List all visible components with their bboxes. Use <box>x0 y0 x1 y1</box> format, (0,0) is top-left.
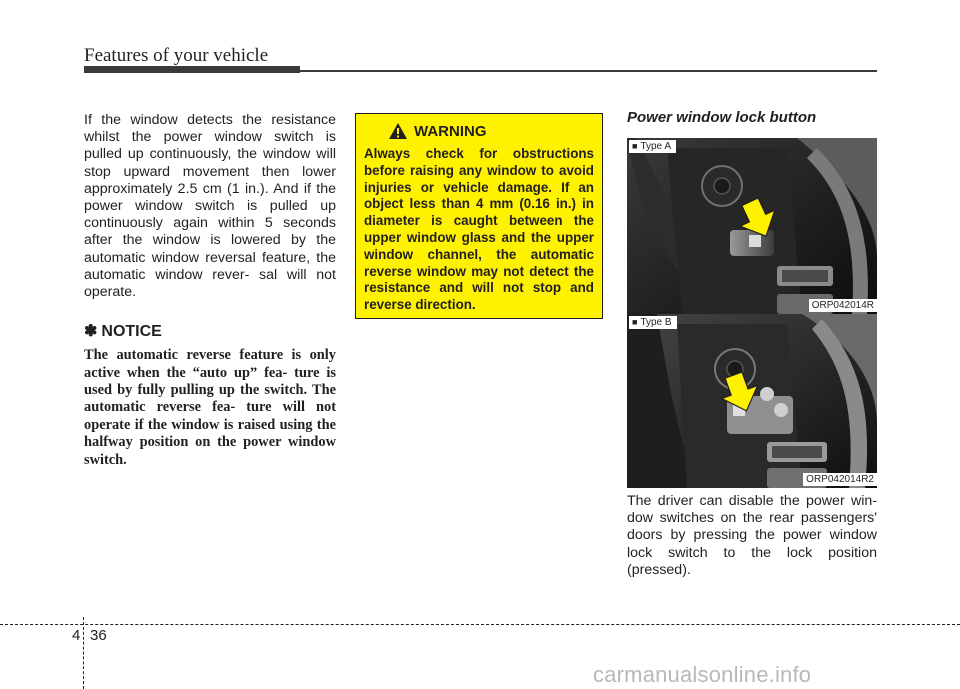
body-paragraph: If the window detects the resistance whilst the power window switch is pulled up continuously, the window will stop upward movement then lower approximately 2.5 cm (1 in.). And if the power window switch is pulled up continuously again within 5 seconds after the window is lowered by the automatic window reversal feature, the automatic window rever- sal will not operate. <box>84 112 336 301</box>
watermark: carmanualsonline.info <box>593 662 812 687</box>
type-a-square-icon: ■ <box>632 141 638 151</box>
warning-triangle-icon <box>388 122 408 140</box>
door-switch-panel-a-illustration <box>627 138 877 314</box>
type-b-square-icon: ■ <box>632 317 638 327</box>
header-bar <box>84 66 300 73</box>
photo-type-b <box>627 314 877 488</box>
left-column <box>84 112 336 469</box>
warning-box <box>355 113 603 319</box>
type-a-label <box>629 140 676 153</box>
image-a-code: ORP042014R <box>809 299 877 312</box>
type-b-label-text: Type B <box>640 317 672 328</box>
footer-rule <box>0 624 960 625</box>
image-b-code: ORP042014R2 <box>803 473 877 486</box>
notice-text: The automatic reverse feature is only active when the “auto up” fea- ture is used by fully pulling up the switch. The automatic reverse fea- ture will not operate if the window is raised using the halfway position on the power window switch. <box>84 347 336 468</box>
notice-star-icon: ✽ <box>84 323 98 341</box>
chapter-number: 4 <box>72 627 81 644</box>
page-number: 36 <box>90 627 107 644</box>
section-title: Power window lock button <box>627 109 817 126</box>
photo-type-a <box>627 138 877 314</box>
warning-title: WARNING <box>414 122 487 140</box>
door-switch-panel-b-illustration <box>627 314 877 488</box>
lock-button-description: The driver can disable the power win- dow switches on the rear passengers' doors by pressing the power window lock switch to the lock position (pressed). <box>627 493 877 578</box>
notice-heading-label: NOTICE <box>101 323 162 341</box>
type-a-label-text: Type A <box>640 141 672 152</box>
warning-heading <box>388 122 594 140</box>
page-header-title: Features of your vehicle <box>84 45 269 66</box>
footer-vertical-rule <box>83 617 84 689</box>
warning-text: Always check for obstructions before raising any window to avoid injuries or vehicle damage. If an object less than 4 mm (0.16 in.) in diameter is caught between the upper window glass and the upper window channel, the automatic reverse window may not detect the resistance and will not stop and reverse direction. <box>364 146 594 313</box>
notice-heading <box>84 321 336 341</box>
type-b-label <box>629 316 677 329</box>
header-rule <box>300 70 877 72</box>
